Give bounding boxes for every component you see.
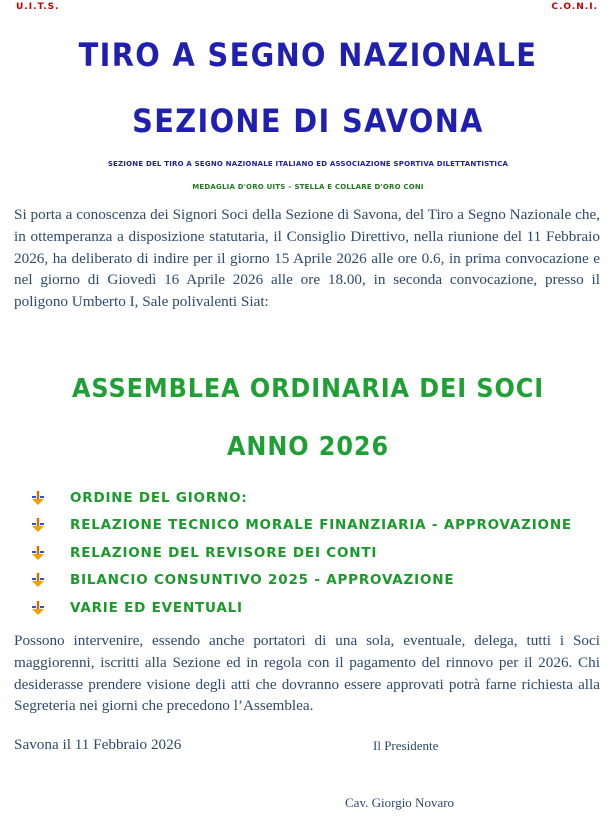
uits-label: U.I.T.S. [16, 2, 60, 12]
agenda-item-label: RELAZIONE DEL REVISORE DEI CONTI [70, 544, 378, 561]
document-date: Savona il 11 Febbraio 2026 [14, 736, 182, 753]
agenda-item [30, 512, 572, 540]
agenda-list [30, 484, 572, 622]
agenda-item [30, 594, 572, 622]
medals-line: MEDAGLIA D'ORO UITS – STELLA E COLLARE D'ORO CONI [192, 183, 424, 191]
agenda-item [30, 539, 572, 567]
outro-paragraph: Possono intervenire, essendo anche portatori di una sola, eventuale, delega, tutti i Soci maggiorenni, iscritti alla Sezione ed in regola con il pagamento del rinnovo per il 2026. Chi desiderasse prendere visione degli atti che dovranno essere approvati potrà farne richiesta alla Segreteria nei giorni che precedono l’Assemblea. [14, 632, 600, 715]
arrow-down-bullet-icon [30, 490, 46, 506]
agenda-item-label: ORDINE DEL GIORNO: [70, 489, 248, 506]
intro-paragraph: Si porta a conoscenza dei Signori Soci della Sezione di Savona, del Tiro a Segno Nazionale che, in ottemperanza a disposizione statutaria, il Consiglio Direttivo, nella riunione del 11 Febbraio 2026, ha deliberato di indire per il giorno 15 Aprile 2026 alle ore 0.6, in prima convocazione e nel giorno di Giovedì 16 Aprile 2026 alle ore 18.00, in seconda convocazione, presso il poligono Umberto I, Sale polivalenti Siat: [14, 206, 600, 311]
coni-label: C.O.N.I. [551, 2, 598, 12]
arrow-down-bullet-icon [30, 572, 46, 588]
agenda-item-label: VARIE ED EVENTUALI [70, 599, 243, 616]
agenda-item [30, 567, 572, 595]
signature-role: Il Presidente [373, 738, 439, 753]
signature-name: Cav. Giorgio Novaro [345, 795, 455, 810]
page-title: TIRO A SEGNO NAZIONALE [78, 36, 538, 74]
arrow-down-bullet-icon [30, 545, 46, 561]
arrow-down-bullet-icon [30, 517, 46, 533]
assembly-year: ANNO 2026 [226, 432, 390, 462]
agenda-item-label: RELAZIONE TECNICO MORALE FINANZIARIA - APPROVAZIONE [70, 517, 572, 534]
agenda-item-label: BILANCIO CONSUNTIVO 2025 - APPROVAZIONE [70, 572, 455, 589]
section-title: SEZIONE DI SAVONA [132, 102, 484, 140]
arrow-down-bullet-icon [30, 600, 46, 616]
assembly-title: ASSEMBLEA ORDINARIA DEI SOCI [71, 374, 545, 404]
agenda-item [30, 484, 572, 512]
section-description: SEZIONE DEL TIRO A SEGNO NAZIONALE ITALIANO ED ASSOCIAZIONE SPORTIVA DILETTANTISTICA [107, 160, 509, 168]
